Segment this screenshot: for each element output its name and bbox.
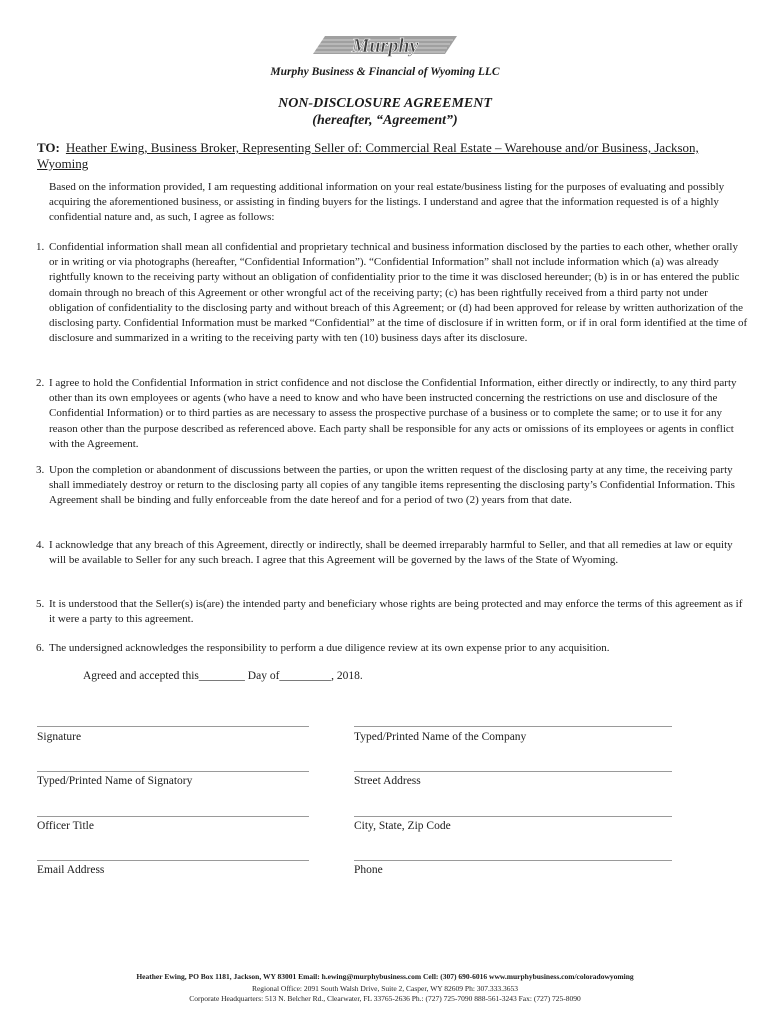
footer-contact: Heather Ewing, PO Box 1181, Jackson, WY 83001 Email: h.ewing@murphybusiness.com Cell: (307) 690-6016 www.murphybusiness.com/coloradowyoming — [136, 972, 634, 981]
clause-number: 5. — [36, 598, 45, 610]
clause-5 — [36, 597, 748, 627]
signatory-name-line[interactable] — [37, 771, 309, 772]
phone-line[interactable] — [354, 860, 672, 861]
officer-title-label: Officer Title — [37, 820, 94, 832]
title-subtitle: (hereafter, “Agreement”) — [312, 113, 458, 128]
signature-line[interactable] — [37, 726, 309, 727]
clause-number: 1. — [36, 241, 45, 253]
title-main: NON-DISCLOSURE AGREEMENT — [278, 96, 492, 111]
recipient-line — [37, 140, 727, 172]
clause-number: 6. — [36, 642, 45, 654]
clause-text: I acknowledge that any breach of this Agreement, directly or indirectly, shall be deemed irreparably harmful to Seller, and that all remedies at law or equity will be available to Seller for any such breach. I agree that this Agreement will be governed by the laws of the State of Wyoming. — [49, 539, 733, 567]
recipient-text: Heather Ewing, Business Broker, Representing Seller of: Commercial Real Estate – Warehouse and/or Business, Jackson, Wyoming — [37, 140, 699, 171]
city-state-zip-label: City, State, Zip Code — [354, 820, 451, 832]
clause-4 — [36, 538, 748, 568]
footer-corporate-hq: Corporate Headquarters: 513 N. Belcher Rd., Clearwater, FL 33765-2636 Ph.: (727) 725-7090 888-561-3243 Fax: (727) 725-8090 — [189, 994, 581, 1003]
signature-label: Signature — [37, 731, 82, 743]
logo-wordmark: Murphy — [351, 35, 419, 57]
murphy-logo — [305, 22, 460, 66]
clause-1 — [36, 240, 748, 346]
clause-text: I agree to hold the Confidential Information in strict confidence and not disclose the Confidential Information, either directly or indirectly, to any third party other than its own employees or agents (who have a need to know and who have been instructed concerning the restrictions on use and disclosure of the Confidential Information) or to third parties as are necessary to assess the prospective purchase of a business or to complete the same; or to use it for any reason other than the purpose described as referenced above. Each party shall be responsible for any acts or omissions of its employees or agents in conflict with the Agreement. — [49, 377, 737, 450]
company-name-label: Typed/Printed Name of the Company — [354, 731, 527, 743]
clause-text: The undersigned acknowledges the responsibility to perform a due diligence review at its own expense prior to any acquisition. — [49, 642, 610, 654]
clause-text: Upon the completion or abandonment of discussions between the parties, or upon the written request of the disclosing party at any time, the receiving party shall immediately destroy or return to the disclosing party all copies of any tangible items representing the disclosing party’s Confidential Information. This Agreement shall be binding and fully enforceable from the date hereof and for a period of two (2) years from that date. — [49, 464, 735, 507]
company-name: Murphy Business & Financial of Wyoming LLC — [270, 66, 500, 78]
company-name-line[interactable] — [354, 726, 672, 727]
clause-text: Confidential information shall mean all confidential and proprietary technical and business information disclosed by the parties to each other, whether orally or in writing or via photographs (hereafter, “Confidential Information”). “Confidential Information” shall not include information which (a) was already rightfully known to the receiving party without an obligation of confidentiality prior to the time it was disclosed hereunder; (b) is in or has entered the public domain through no breach of this Agreement or other wrongful act of the receiving party; (c) has been rightfully received from a third party not under obligation of confidentiality to the disclosing party and without breach of this Agreement; or (d) had been approved for release by written authorization of the disclosing party. Confidential Information must be marked “Confidential” at the time of disclosure if in written form, or if in oral form identified at the time of disclosure and summarized in a writing to the receiving party with ten (10) business days after its disclosure. — [49, 241, 748, 345]
clause-number: 4. — [36, 539, 45, 551]
street-address-line[interactable] — [354, 771, 672, 772]
agreed-accepted-line: Agreed and accepted this________ Day of_________, 2018. — [83, 670, 363, 682]
to-label: TO: — [37, 140, 60, 155]
email-address-label: Email Address — [37, 864, 105, 876]
email-address-line[interactable] — [37, 860, 309, 861]
clause-2 — [36, 376, 748, 452]
footer-regional-office: Regional Office: 2091 South Walsh Drive, Suite 2, Casper, WY 82609 Ph: 307.333.3653 — [251, 984, 519, 993]
officer-title-line[interactable] — [37, 816, 309, 817]
phone-label: Phone — [354, 864, 383, 876]
clause-6 — [36, 641, 748, 656]
clause-number: 2. — [36, 377, 45, 389]
clause-3 — [36, 463, 748, 509]
intro-paragraph: Based on the information provided, I am requesting additional information on your real estate/business listing for the purposes of evaluating and possibly acquiring the aforementioned business, or assisting in finding buyers for the listings. I understand and agree that the information requested is of a highly confidential nature and, as such, I agree as follows: — [49, 181, 725, 224]
clause-number: 3. — [36, 464, 45, 476]
signatory-name-label: Typed/Printed Name of Signatory — [37, 775, 193, 787]
clause-text: It is understood that the Seller(s) is(are) the intended party and beneficiary whose rights are being protected and may enforce the terms of this agreement as if it were a party to this agreement. — [49, 598, 743, 626]
document-title — [0, 95, 770, 129]
city-state-zip-line[interactable] — [354, 816, 672, 817]
street-address-label: Street Address — [354, 775, 421, 787]
